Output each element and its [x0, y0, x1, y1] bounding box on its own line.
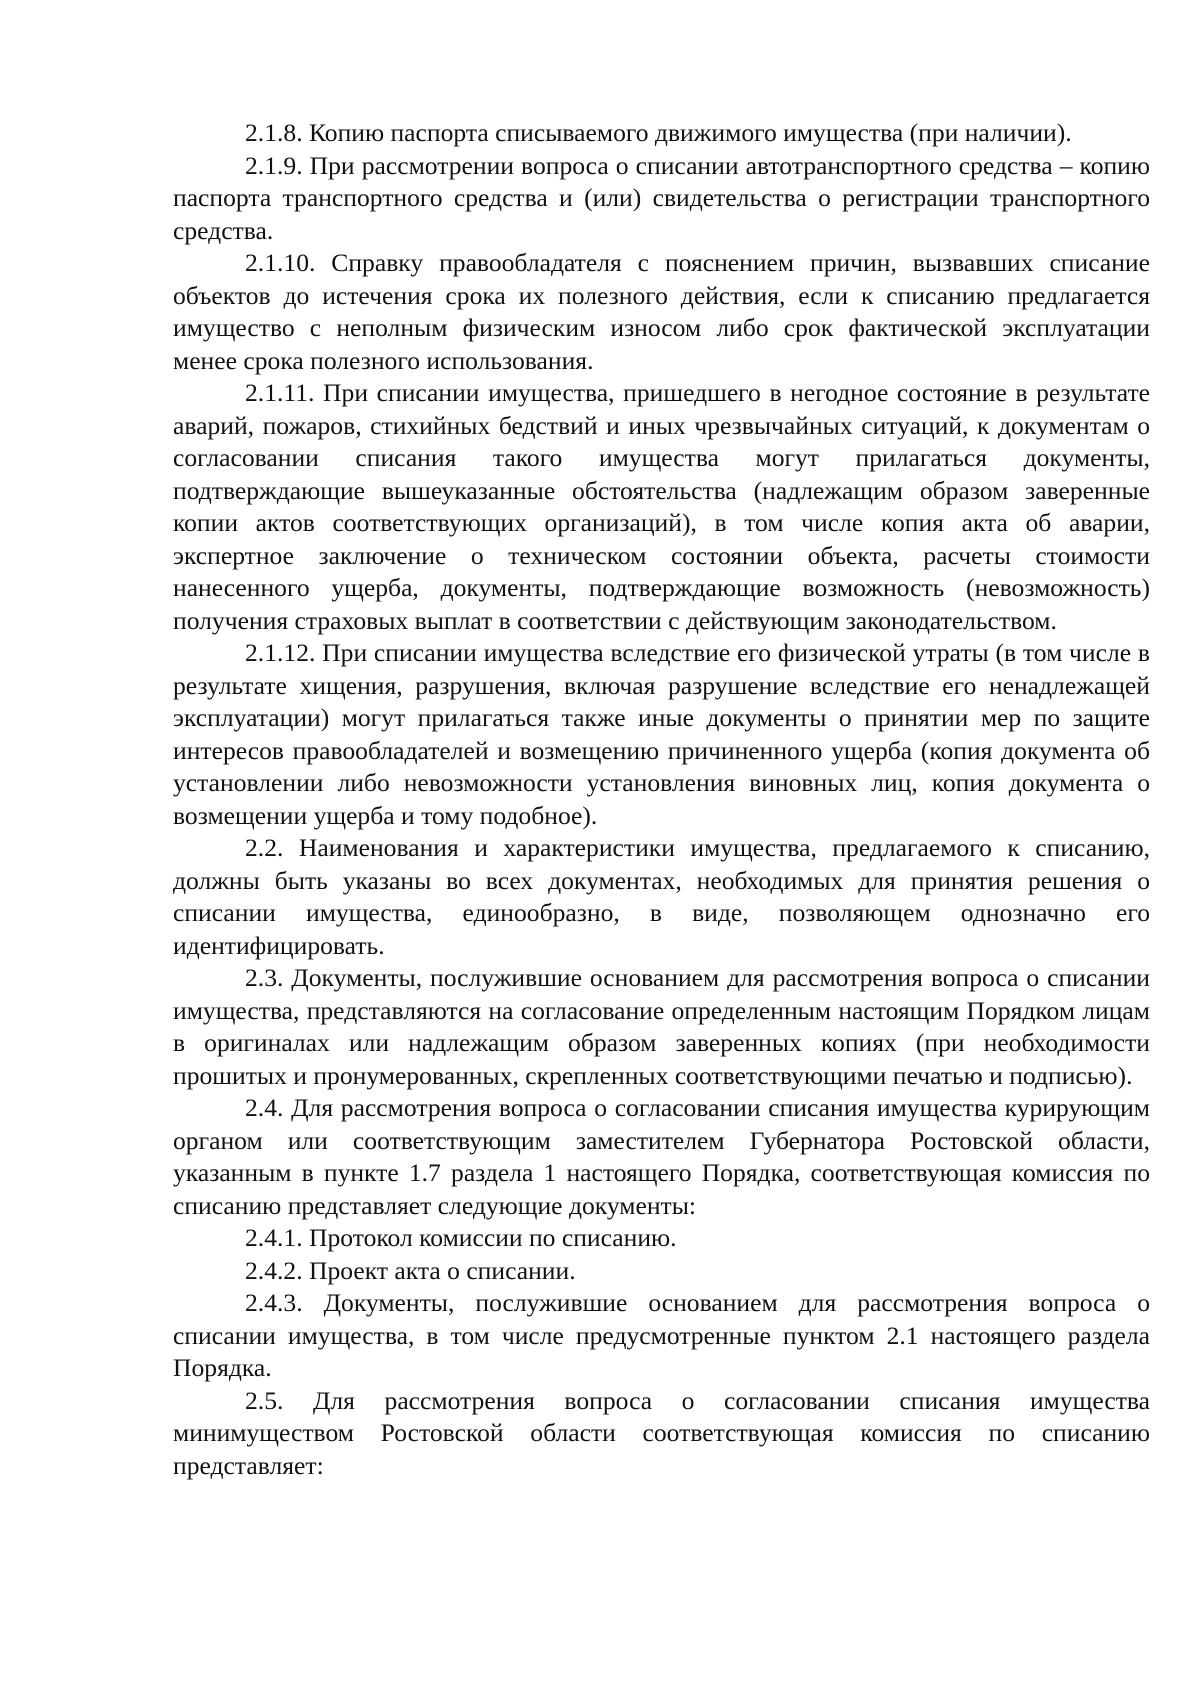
paragraph-2-1-12: 2.1.12. При списании имущества вследствие его физической утраты (в том числе в результате хищения, разрушения, включая разрушение вследствие его ненадлежащей эксплуатации) могут прилагаться также иные документы о принятии мер по защите интересов правообладателей и возмещению причиненного ущерба (копия документа об установлении либо невозможности установления виновных лиц, копия документа о возмещении ущерба и тому подобное).: [173, 638, 1150, 830]
paragraph-2-1-8: 2.1.8. Копию паспорта списываемого движимого имущества (при наличии).: [245, 118, 1072, 147]
paragraph-2-4-2: 2.4.2. Проект акта о списании.: [245, 1255, 576, 1285]
paragraph-2-2: 2.2. Наименования и характеристики имущества, предлагаемого к списанию, должны быть указаны во всех документах, необходимых для принятия решения о списании имущества, единообразно, в виде, позволяющем однозначно его идентифицировать.: [173, 833, 1150, 960]
paragraph-2-1-9: 2.1.9. При рассмотрении вопроса о списании автотранспортного средства – копию паспорта транспортного средства и (или) свидетельства о регистрации транспортного средства.: [173, 150, 1150, 245]
paragraph-2-4-1: 2.4.1. Протокол комиссии по списанию.: [245, 1223, 677, 1252]
paragraph-2-4: 2.4. Для рассмотрения вопроса о согласовании списания имущества курирующим органом или соответствующим заместителем Губернатора Ростовской области, указанным в пункте 1.7 раздела 1 настоящего Порядка, соответствующая комиссия по списанию представляет следующие документы:: [173, 1093, 1150, 1220]
paragraph-2-1-10: 2.1.10. Справку правообладателя с пояснением причин, вызвавших списание объектов до истечения срока их полезного действия, если к списанию предлагается имущество с неполным физическим износом либо срок фактической эксплуатации менее срока полезного использования.: [173, 248, 1150, 375]
paragraph-2-4-3: 2.4.3. Документы, послужившие основанием для рассмотрения вопроса о списании имущества, в том числе предусмотренные пунктом 2.1 настоящего раздела Порядка.: [173, 1288, 1150, 1382]
paragraph-2-5: 2.5. Для рассмотрения вопроса о согласовании списания имущества минимуществом Ростовской области соответствующая комиссия по списанию представляет:: [173, 1385, 1150, 1480]
paragraph-2-3: 2.3. Документы, послужившие основанием для рассмотрения вопроса о списании имущества, представляются на согласование определенным настоящим Порядком лицам в оригиналах или надлежащим образом заверенных копиях (при необходимости прошитых и пронумерованных, скрепленных соответствующими печатью и подписью).: [173, 963, 1150, 1090]
paragraph-2-1-11: 2.1.11. При списании имущества, пришедшего в негодное состояние в результате аварий, пожаров, стихийных бедствий и иных чрезвычайных ситуаций, к документам о согласовании списания такого имущества могут прилагаться документы, подтверждающие вышеуказанные обстоятельства (надлежащим образом заверенные копии актов соответствующих организаций), в том числе копия акта об аварии, экспертное заключение о техническом состоянии объекта, расчеты стоимости нанесенного ущерба, документы, подтверждающие возможность (невозможность) получения страховых выплат в соответствии с действующим законодательством.: [173, 378, 1150, 635]
document-body: [173, 117, 1150, 1482]
